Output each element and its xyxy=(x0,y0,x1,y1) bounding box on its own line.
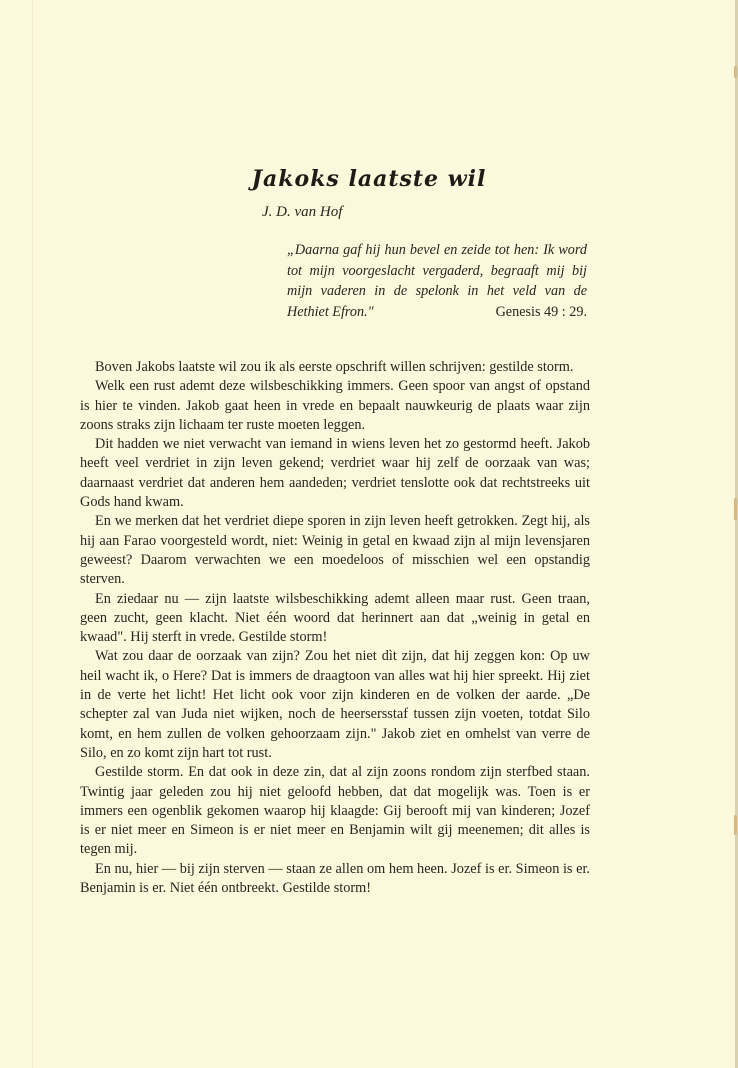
binding-mark xyxy=(734,498,737,520)
epigraph-reference: Genesis 49 : 29. xyxy=(495,303,587,320)
paragraph: En we merken dat het verdriet diepe sporen in zijn leven heeft getrokken. Zegt hij, als hij aan Farao voorgesteld wordt, niet: Weinig in getal en kwaad zijn al mijn levensjaren geweest? Daarom verwachten we een moedeloos of misschien wel een opstandig sterven. xyxy=(80,513,590,588)
paragraph: Wat zou daar de oorzaak van zijn? Zou het niet dìt zijn, dat hij zeggen kon: Op uw heil wacht ik, o Here? Dat is immers de draagtoon van alles wat hij hier spreekt. Hij ziet in de verte het licht! Het licht ook voor zijn kinderen en de volken der aarde. „De schepter zal van Juda niet wijken, noch de heersersstaf tussen zijn voeten, totdat Silo komt, en hem zullen de volken gehoorzaam zijn." Jakob ziet en omhelst van verre de Silo, en zo komt zijn hart tot rust. xyxy=(80,648,590,761)
binding-mark xyxy=(734,815,737,835)
epigraph-text: „Daarna gaf hij hun bevel en zeide tot hen: Ik word tot mijn voorgeslacht vergaderd, begraaft mij bij mijn vaderen in de spelonk in het veld van de Hethiet Efron." xyxy=(287,242,587,320)
paragraph: Dit hadden we niet verwacht van iemand in wiens leven het zo gestormd heeft. Jakob heeft veel verdriet in zijn leven gekend; verdriet waar hij zelf de oorzaak van was; daarnaast verdriet dat anderen hem aandeden; verdriet tenslotte ook dat rechtstreeks uit Gods hand kwam. xyxy=(80,436,590,511)
paragraph: Boven Jakobs laatste wil zou ik als eerste opschrift willen schrijven: gestilde storm. xyxy=(95,359,574,375)
author: J. D. van Hof xyxy=(262,204,343,220)
article-body xyxy=(80,358,590,898)
paragraph: En ziedaar nu — zijn laatste wilsbeschikking ademt alleen maar rust. Geen traan, geen zucht, geen klacht. Niet één woord dat herinnert aan dat „weinig in getal en kwaad". Hij sterft in vrede. Gestilde storm! xyxy=(80,590,590,646)
paragraph: En nu, hier — bij zijn sterven — staan ze allen om hem heen. Jozef is er. Simeon is er. Benjamin is er. Niet één ontbreekt. Gestilde storm! xyxy=(80,860,590,897)
page-fold-shadow xyxy=(32,0,33,1068)
page-title: Jakoks laatste wil xyxy=(251,166,487,192)
binding-mark xyxy=(734,66,737,78)
paragraph: Welk een rust ademt deze wilsbeschikking immers. Geen spoor van angst of opstand is hier te vinden. Jakob gaat heen in vrede en bepaalt nauwkeurig de plaats waar zijn zoons straks zijn lichaam ter ruste moeten leggen. xyxy=(80,378,590,433)
epigraph xyxy=(287,240,587,322)
paragraph: Gestilde storm. En dat ook in deze zin, dat al zijn zoons rondom zijn sterfbed staan. Twintig jaar geleden zou hij niet geloofd hebben, dat dat mogelijk was. Toen is er immers een ogenblik gekomen waarop hij klaagde: Gij berooft mij van kinderen; Jozef is er niet meer en Simeon is er niet meer en Benjamin wilt gij meenemen; dit alles is tegen mij. xyxy=(80,764,590,858)
